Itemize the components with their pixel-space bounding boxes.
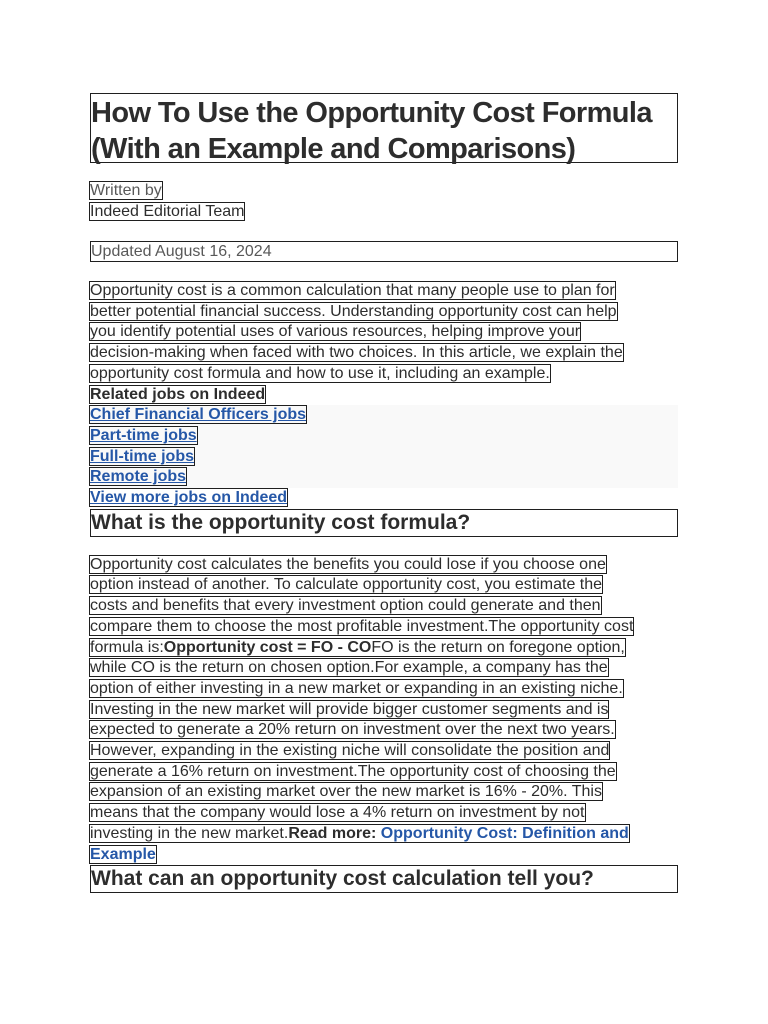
body-line: while CO is the return on chosen option.For example, a company has the [90, 659, 608, 677]
intro-line: you identify potential uses of various resources, helping improve your [90, 323, 581, 341]
last-line-text: investing in the new market. [90, 824, 289, 842]
read-more-link-continuation [90, 846, 156, 863]
article [90, 93, 678, 893]
job-link-full-time[interactable]: Full-time jobs [90, 447, 194, 465]
job-link-part-time[interactable]: Part-time jobs [90, 426, 197, 444]
related-jobs-title: Related jobs on Indeed [90, 385, 266, 403]
job-link-cfo[interactable]: Chief Financial Officers jobs [90, 406, 307, 424]
body-line: option instead of another. To calculate opportunity cost, you estimate the [90, 576, 603, 594]
title-line-1: How To Use the Opportunity Cost Formula [91, 97, 652, 129]
intro-line: opportunity cost formula and how to use it, including an example. [90, 364, 550, 382]
formula-paragraph [90, 555, 678, 866]
read-more-link[interactable]: Opportunity Cost: Definition and [380, 824, 629, 842]
formula-suffix: FO is the return on foregone option, [371, 638, 625, 656]
read-more-label: Read more: [288, 824, 381, 842]
section-heading-tell-you: What can an opportunity cost calculation tell you? [90, 865, 678, 893]
job-link-remote[interactable]: Remote jobs [90, 468, 187, 486]
body-line: option of either investing in a new market or expanding in an existing niche. [90, 679, 623, 697]
list-item [90, 405, 678, 426]
list-item [90, 447, 678, 468]
body-line: means that the company would lose a 4% return on investment by not [90, 804, 585, 822]
body-line: However, expanding in the existing niche will consolidate the position and [90, 742, 610, 760]
related-jobs-list [90, 405, 678, 488]
author-name: Indeed Editorial Team [90, 203, 245, 220]
more-jobs-row [90, 488, 678, 509]
byline-author [90, 202, 678, 222]
body-line: expected to generate a 20% return on investment over the next two years. [90, 721, 615, 739]
body-line: costs and benefits that every investment option could generate and then [90, 597, 601, 615]
list-item [90, 426, 678, 447]
body-line: generate a 16% return on investment.The opportunity cost of choosing the [90, 762, 616, 780]
page-title [90, 93, 678, 163]
intro-paragraph [90, 281, 678, 385]
formula-line [90, 639, 625, 656]
body-line: Opportunity cost calculates the benefits you could lose if you choose one [90, 555, 606, 573]
body-line: expansion of an existing market over the new market is 16% - 20%. This [90, 783, 602, 801]
list-item [90, 467, 678, 488]
written-by-label: Written by [90, 182, 162, 199]
read-more-link-2[interactable]: Example [90, 845, 156, 863]
section-heading-formula: What is the opportunity cost formula? [90, 509, 678, 537]
body-line: Investing in the new market will provide bigger customer segments and is [90, 700, 609, 718]
byline-label [90, 181, 678, 201]
view-more-jobs-link[interactable]: View more jobs on Indeed [90, 489, 288, 507]
intro-line: decision-making when faced with two choices. In this article, we explain the [90, 344, 623, 362]
title-line-2: (With an Example and Comparisons) [91, 133, 576, 165]
body-line: compare them to choose the most profitable investment.The opportunity cost [90, 617, 634, 635]
read-more-line [90, 825, 629, 842]
intro-line: Opportunity cost is a common calculation that many people use to plan for [90, 282, 615, 299]
intro-line: better potential financial success. Understanding opportunity cost can help [90, 302, 617, 320]
formula-prefix: formula is: [90, 638, 164, 656]
updated-date: Updated August 16, 2024 [90, 241, 678, 262]
related-jobs-heading [90, 385, 678, 406]
formula-expression: Opportunity cost = FO - CO [163, 638, 372, 656]
